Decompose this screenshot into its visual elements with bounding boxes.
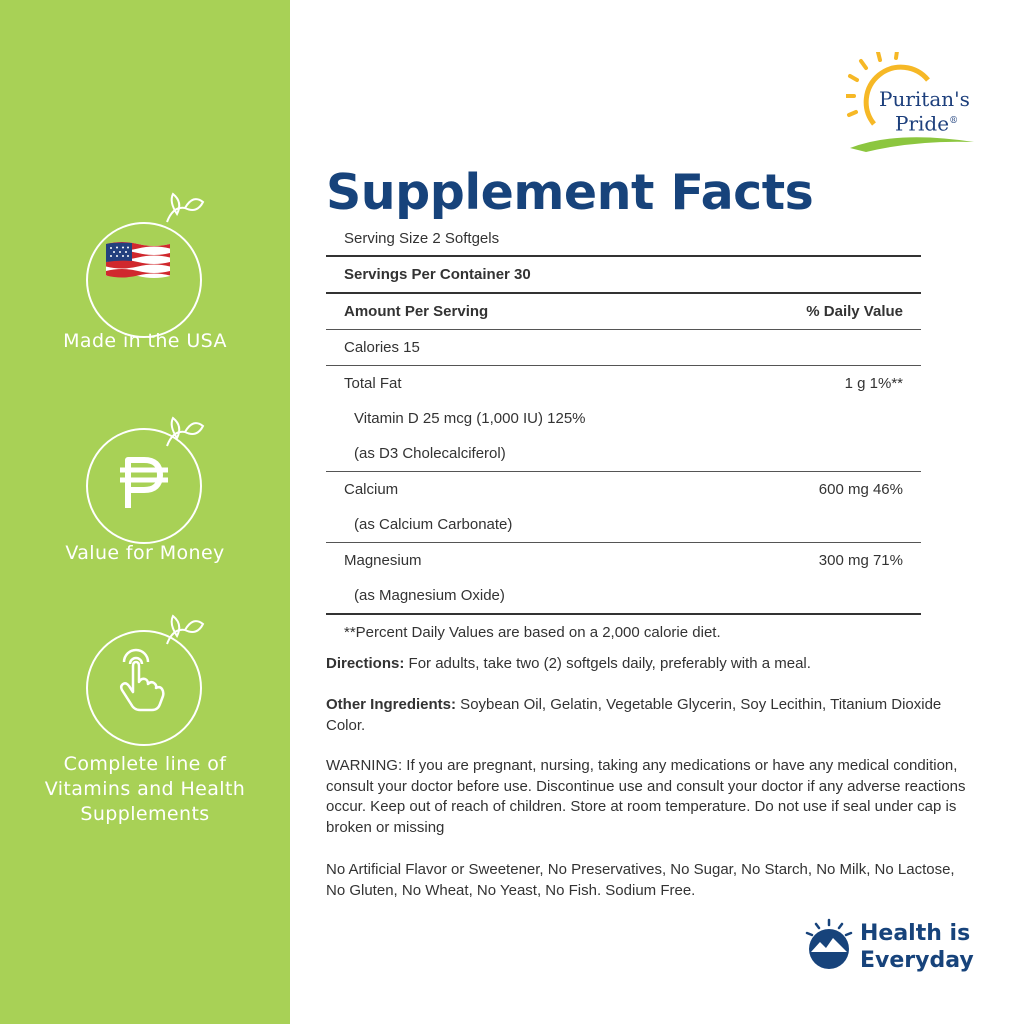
feature-label-line: Complete line of [63,753,227,775]
feature-label-line: Vitamins and Health [44,778,246,800]
vitamin-d: Vitamin D 25 mcg (1,000 IU) 125% [354,410,586,427]
table-row [326,436,921,471]
serving-size: Serving Size 2 Softgels [344,230,500,247]
ingredients-label: Other Ingredients: [326,696,457,713]
leaf-icon [163,614,205,648]
serving-size-row [326,222,921,255]
amount-per-serving-header: Amount Per Serving [344,303,489,320]
table-row [326,578,921,613]
health-badge-icon [802,918,856,972]
directions-text: For adults, take two (2) softgels daily, preferably with a meal. [404,655,811,672]
health-tagline [860,920,974,974]
leaf-icon [163,192,205,226]
directions [326,654,966,675]
brand-logo-text [879,88,970,135]
directions-label: Directions: [326,655,405,672]
free-from-text: No Artificial Flavor or Sweetener, No Preservatives, No Sugar, No Starch, No Milk, No Lactose, No Gluten, No Wheat, No Yeast, No Fish. Sodium Free. [326,861,955,899]
leaf-icon [163,416,205,450]
feature-label-line: Supplements [80,803,210,825]
daily-value-header: % Daily Value [806,303,903,320]
peso-sign-icon [116,456,172,512]
nutrient-source: (as Calcium Carbonate) [354,516,513,533]
warning-text: WARNING: If you are pregnant, nursing, taking any medications or have any medical condition, consult your doctor before use. Discontinue use and consult your doctor if any adverse reactions occur. Keep out of reach of children. Store at room temperature. Do not use if seal under cap is broken or missing [326,757,966,836]
table-header-row [326,292,921,329]
nutrient-name: Magnesium [344,552,422,569]
table-row [326,329,921,365]
registered-mark: ® [949,116,959,126]
ingredients-text: Soybean Oil, Gelatin, Vegetable Glycerin, Soy Lecithin, Titanium Dioxide Color. [326,696,942,734]
calories: Calories 15 [344,339,420,356]
us-flag-icon [104,240,172,280]
nutrient-value: 300 mg 71% [818,552,903,569]
nutrient-name: Calcium [344,481,399,498]
feature-label [0,752,290,827]
brand-line1: Puritan's [879,87,970,111]
tagline-line1: Health is [860,921,971,946]
features-sidebar [0,0,290,1024]
table-row [326,542,921,578]
nutrient-value: 600 mg 46% [818,481,903,498]
table-row [326,507,921,542]
table-row [326,365,921,401]
nutrient-name: Total Fat [344,375,402,392]
other-ingredients [326,695,966,736]
servings-per-container: Servings Per Container 30 [344,266,531,283]
tap-hand-icon [114,648,174,712]
daily-value-footnote: **Percent Daily Values are based on a 2,000 calorie diet. [344,624,721,641]
nutrient-source: (as D3 Cholecalciferol) [354,445,506,462]
servings-per-container-row [326,255,921,292]
nutrient-source: (as Magnesium Oxide) [354,587,505,604]
tagline-line2: Everyday [860,948,974,973]
page-title: Supplement Facts [326,164,814,221]
footnote-row [326,613,921,650]
table-row [326,471,921,507]
nutrient-value: 1 g 1%** [844,375,903,392]
feature-label: Value for Money [65,542,225,564]
brand-line2: Pride [895,111,950,136]
table-row [326,401,921,436]
feature-label: Made in the USA [63,330,227,352]
supplement-facts-table [326,222,921,650]
